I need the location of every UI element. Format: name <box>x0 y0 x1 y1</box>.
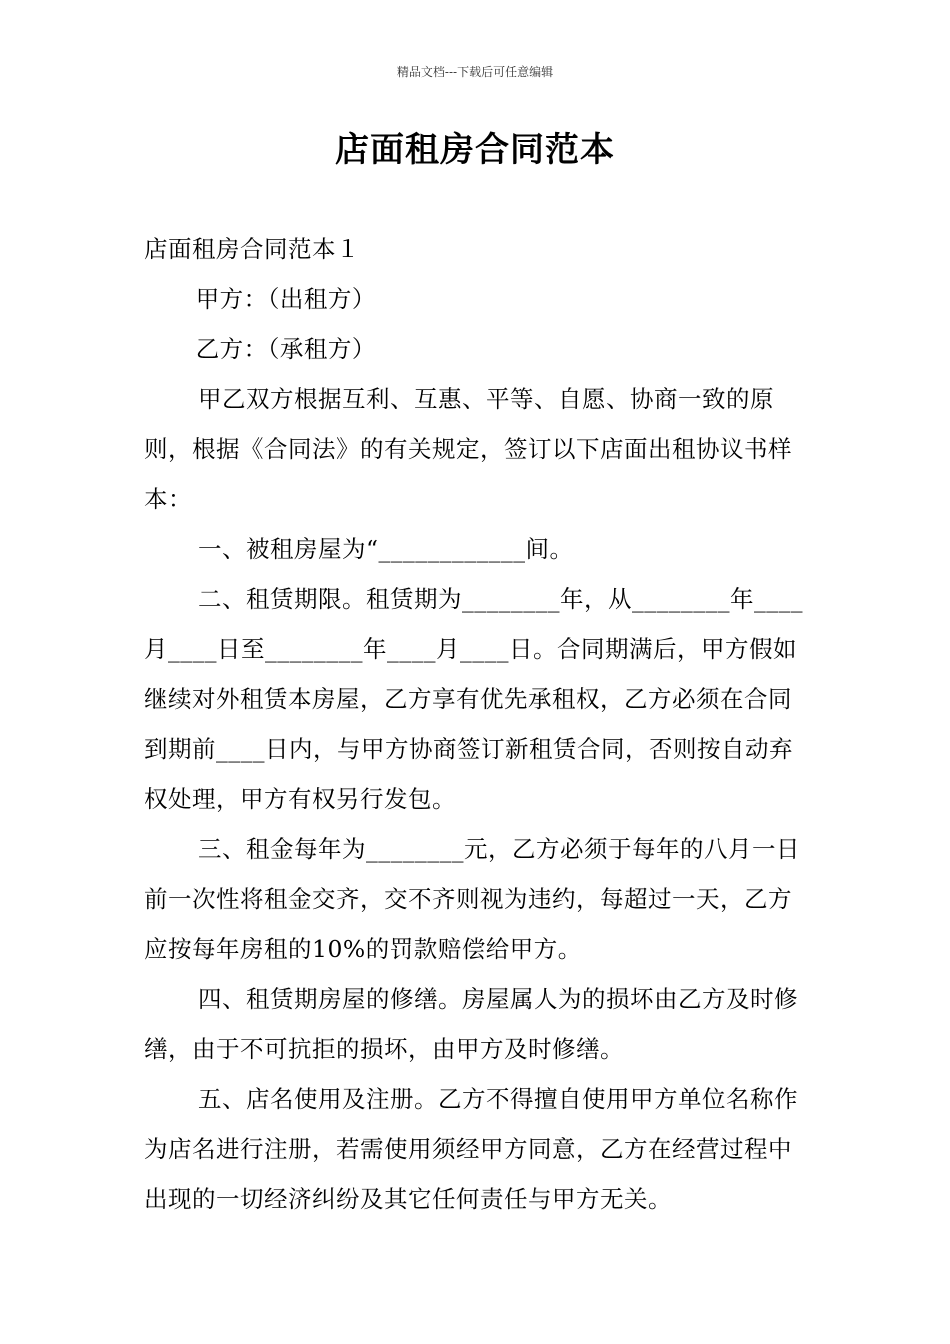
paragraph-clause-5: 五、店名使用及注册。乙方不得擅自使用甲方单位名称作为店名进行注册，若需使用须经甲方同意，乙方在经营过程中出现的一切经济纠纷及其它任何责任与甲方无关。 <box>144 1085 799 1213</box>
paragraph-clause-2: 二、租赁期限。租赁期为________年，从________年____月____日至________年____月____日。合同期满后，甲方假如继续对外租赁本房屋，乙方享有优先承租权，乙方必须在合同到期前____日内，与甲方协商签订新租赁合同，否则按自动弃权处理，甲方有权另行发包。 <box>144 585 804 813</box>
paragraph-clause-1: 一、被租房屋为“____________间。 <box>198 535 574 563</box>
paragraph-clause-4: 四、租赁期房屋的修缮。房屋属人为的损坏由乙方及时修缮，由于不可抗拒的损坏，由甲方及时修缮。 <box>144 985 799 1063</box>
header-note: 精品文档---下载后可任意编辑 <box>396 65 554 79</box>
party-b-line: 乙方：（承租方） <box>195 335 376 363</box>
document-title: 店面租房合同范本 <box>335 130 615 170</box>
paragraph-intro: 甲乙双方根据互利、互惠、平等、自愿、协商一致的原则，根据《合同法》的有关规定，签订以下店面出租协议书样本： <box>144 385 792 513</box>
paragraph-clause-3: 三、租金每年为________元，乙方必须于每年的八月一日前一次性将租金交齐，交不齐则视为违约，每超过一天，乙方应按每年房租的10%的罚款赔偿给甲方。 <box>144 835 801 963</box>
document-body <box>144 224 810 1224</box>
section-subtitle: 店面租房合同范本１ <box>144 235 360 263</box>
party-a-line: 甲方：（出租方） <box>195 285 376 313</box>
